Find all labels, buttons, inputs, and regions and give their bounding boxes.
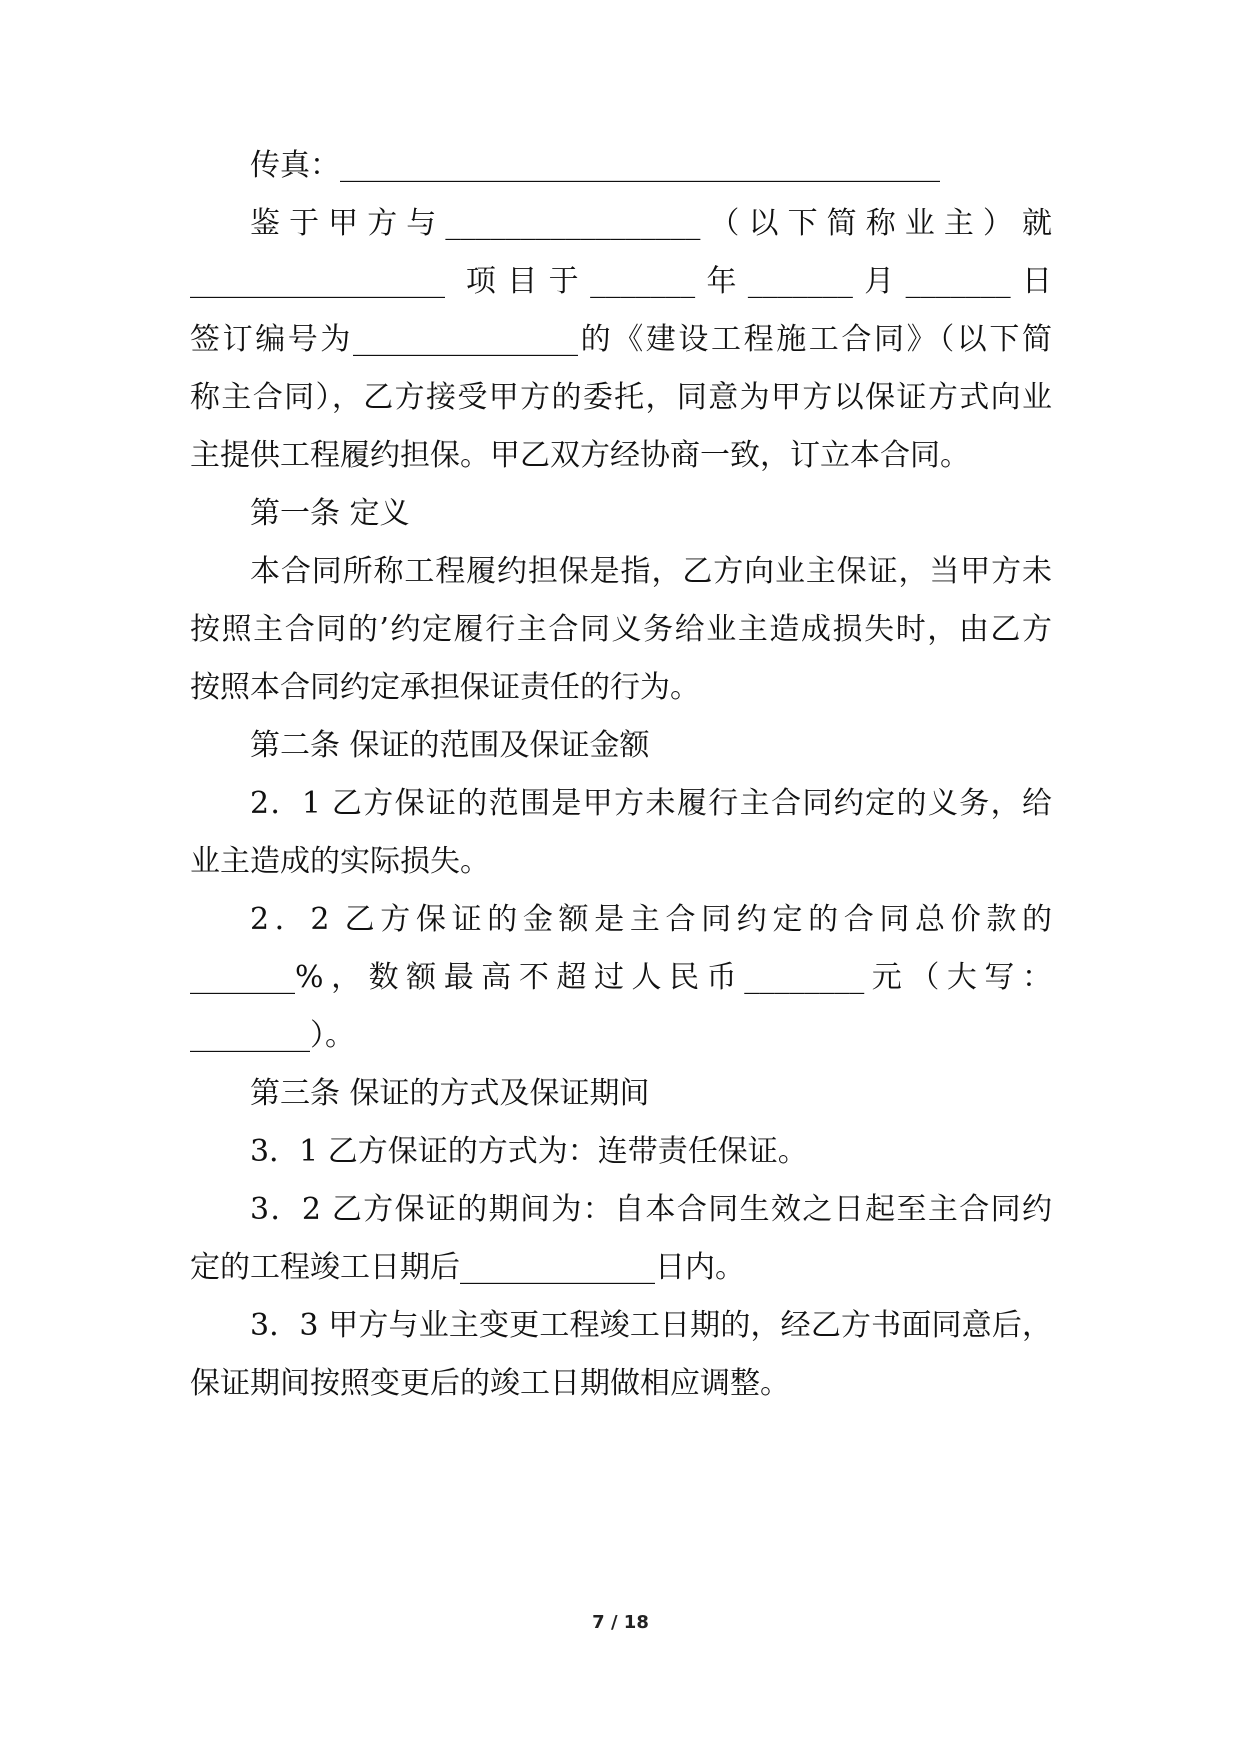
clause-line: 3．1 乙方保证的方式为：连带责任保证。 — [250, 1134, 808, 1169]
clause-line: 3．2 乙方保证的期间为：自本合同生效之日起至主合同约 — [250, 1192, 1052, 1227]
paragraph-line: _________________ 项目于_______年_______月_______日 — [190, 264, 1052, 299]
page-number: 7 / 18 — [592, 1612, 649, 1633]
clause-line: 2．1 乙方保证的范围是甲方未履行主合同约定的义务，给 — [250, 786, 1052, 821]
article-heading: 第二条 保证的范围及保证金额 — [250, 728, 650, 763]
paragraph-line: 鉴于甲方与_________________（以下简称业主）就 — [250, 206, 1052, 241]
paragraph-line: 按照本合同约定承担保证责任的行为。 — [190, 670, 700, 705]
clause-line: 业主造成的实际损失。 — [190, 844, 490, 879]
clause-line: 3．3 甲方与业主变更工程竣工日期的，经乙方书面同意后， — [250, 1308, 1052, 1343]
paragraph-line: 本合同所称工程履约担保是指，乙方向业主保证，当甲方未 — [250, 554, 1052, 589]
fax-line: 传真：________________________________________ — [250, 148, 940, 183]
article-heading: 第三条 保证的方式及保证期间 — [250, 1076, 650, 1111]
paragraph-line: 签订编号为_______________的《建设工程施工合同》（以下简 — [190, 322, 1052, 357]
clause-line: 2．2 乙方保证的金额是主合同约定的合同总价款的 — [250, 902, 1052, 937]
clause-line: 定的工程竣工日期后_____________日内。 — [190, 1250, 745, 1285]
paragraph-line: 主提供工程履约担保。甲乙双方经协商一致，订立本合同。 — [190, 438, 970, 473]
clause-line: _______%，数额最高不超过人民币________元（大写： — [190, 960, 1052, 995]
paragraph-line: 称主合同），乙方接受甲方的委托，同意为甲方以保证方式向业 — [190, 380, 1052, 415]
paragraph-line: 按照主合同的’约定履行主合同义务给业主造成损失时，由乙方 — [190, 612, 1052, 647]
clause-line: ________）。 — [190, 1018, 355, 1053]
article-heading: 第一条 定义 — [250, 496, 410, 531]
clause-line: 保证期间按照变更后的竣工日期做相应调整。 — [190, 1366, 790, 1401]
